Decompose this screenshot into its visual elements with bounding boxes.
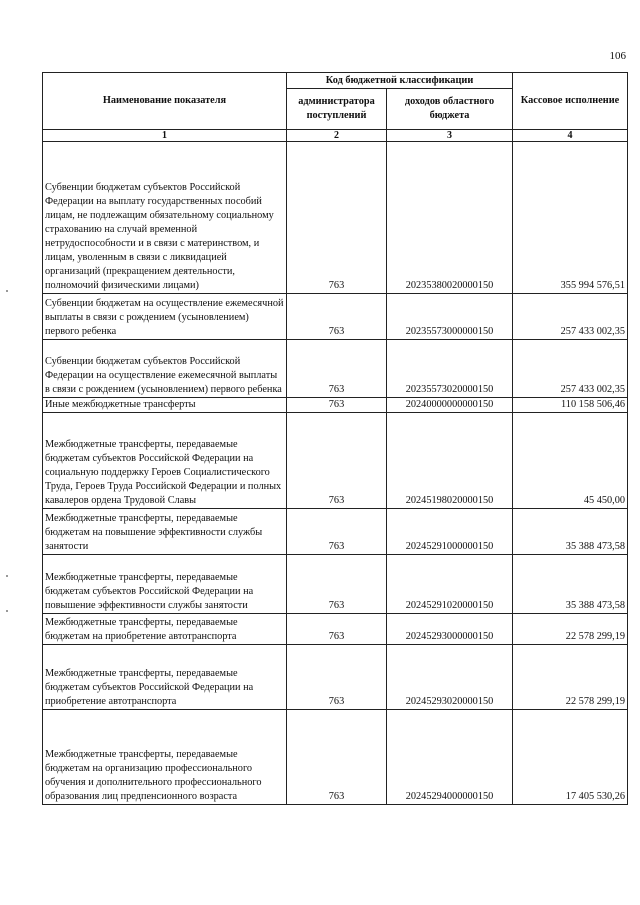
row-amount: 355 994 576,51: [513, 142, 628, 294]
header-code: доходов областного бюджета: [387, 89, 513, 130]
row-amount: 257 433 002,35: [513, 340, 628, 398]
page-number: 106: [609, 50, 626, 62]
table-row: [43, 614, 628, 645]
table-row: [43, 555, 628, 614]
table-row: [43, 294, 628, 340]
row-name: Субвенции бюджетам на осуществление ежемесячной выплаты в связи с рождением (усыновлением) первого ребенка: [43, 294, 287, 340]
row-amount: 257 433 002,35: [513, 294, 628, 340]
margin-mark: [6, 290, 8, 292]
row-name: Межбюджетные трансферты, передаваемые бюджетам субъектов Российской Федерации на социальную поддержку Героев Социалистического Труда, Героев Труда Российской Федерации и полных кавалеров ордена Трудовой Славы: [43, 413, 287, 509]
header-code-group: Код бюджетной классификации: [287, 73, 513, 89]
row-name: Субвенции бюджетам субъектов Российской Федерации на выплату государственных пособий лицам, не подлежащим обязательному социальному страхованию на случай временной нетрудоспособности и в связи с материнством, и лицам, уволенным в связи с ликвидацией организаций (прекращением деятельности, полномочий физическими лицами): [43, 142, 287, 294]
row-code: 20245294000000150: [387, 710, 513, 805]
row-name: Межбюджетные трансферты, передаваемые бюджетам субъектов Российской Федерации на повышение эффективности службы занятости: [43, 555, 287, 614]
table-row: [43, 398, 628, 413]
row-code: 20240000000000150: [387, 398, 513, 413]
row-name: Иные межбюджетные трансферты: [43, 398, 287, 413]
margin-mark: [6, 575, 8, 577]
row-code: 20245198020000150: [387, 413, 513, 509]
row-name: Межбюджетные трансферты, передаваемые бюджетам субъектов Российской Федерации на приобретение автотранспорта: [43, 645, 287, 710]
row-admin: 763: [287, 413, 387, 509]
row-amount: 35 388 473,58: [513, 555, 628, 614]
row-admin: 763: [287, 614, 387, 645]
row-admin: 763: [287, 645, 387, 710]
table-row: [43, 645, 628, 710]
row-amount: 45 450,00: [513, 413, 628, 509]
row-admin: 763: [287, 294, 387, 340]
column-number-1: 1: [43, 130, 287, 142]
row-name: Межбюджетные трансферты, передаваемые бюджетам на повышение эффективности службы занятости: [43, 509, 287, 555]
row-code: 20235573020000150: [387, 340, 513, 398]
header-admin: администратора поступлений: [287, 89, 387, 130]
row-admin: 763: [287, 340, 387, 398]
row-amount: 35 388 473,58: [513, 509, 628, 555]
row-amount: 110 158 506,46: [513, 398, 628, 413]
header-name: Наименование показателя: [43, 73, 287, 130]
table-row: [43, 710, 628, 805]
row-code: 20245291000000150: [387, 509, 513, 555]
row-code: 20245293000000150: [387, 614, 513, 645]
row-code: 20235380020000150: [387, 142, 513, 294]
row-name: Субвенции бюджетам субъектов Российской Федерации на осуществление ежемесячной выплаты в связи с рождением (усыновлением) первого ребенка: [43, 340, 287, 398]
table-row: [43, 142, 628, 294]
header-amount: Кассовое исполнение: [513, 73, 628, 130]
table-row: [43, 340, 628, 398]
row-amount: 22 578 299,19: [513, 645, 628, 710]
margin-mark: [6, 610, 8, 612]
row-code: 20245291020000150: [387, 555, 513, 614]
row-code: 20235573000000150: [387, 294, 513, 340]
row-amount: 17 405 530,26: [513, 710, 628, 805]
row-admin: 763: [287, 398, 387, 413]
row-admin: 763: [287, 509, 387, 555]
row-name: Межбюджетные трансферты, передаваемые бюджетам на приобретение автотранспорта: [43, 614, 287, 645]
budget-table: [42, 72, 628, 805]
row-code: 20245293020000150: [387, 645, 513, 710]
row-admin: 763: [287, 555, 387, 614]
row-name: Межбюджетные трансферты, передаваемые бюджетам на организацию профессионального обучения и дополнительного профессионального образования лиц предпенсионного возраста: [43, 710, 287, 805]
column-number-4: 4: [513, 130, 628, 142]
table-row: [43, 413, 628, 509]
table-row: [43, 509, 628, 555]
row-admin: 763: [287, 710, 387, 805]
column-number-2: 2: [287, 130, 387, 142]
row-amount: 22 578 299,19: [513, 614, 628, 645]
column-number-3: 3: [387, 130, 513, 142]
row-admin: 763: [287, 142, 387, 294]
